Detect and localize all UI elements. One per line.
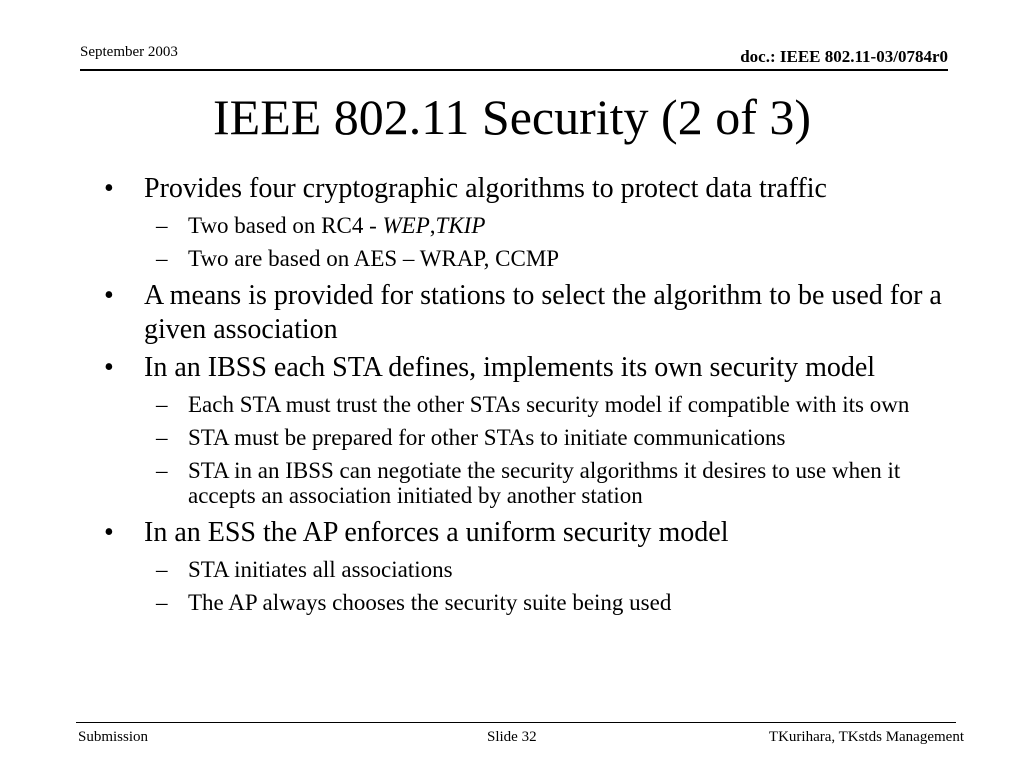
footer-slide-number: Slide 32 xyxy=(487,729,537,745)
sub-bullet-text: Each STA must trust the other STAs security model if compatible with its own xyxy=(188,392,910,417)
sub-bullet-marker: – xyxy=(156,557,168,582)
slide-title: IEEE 802.11 Security (2 of 3) xyxy=(213,89,811,145)
footer-rule xyxy=(76,722,956,723)
sub-bullet-item xyxy=(104,458,944,508)
sub-bullet-text: STA must be prepared for other STAs to initiate communications xyxy=(188,425,786,450)
sub-bullet-text: Two are based on AES – WRAP, CCMP xyxy=(188,246,560,271)
bullet-marker: • xyxy=(104,173,114,204)
slide-content xyxy=(104,172,944,623)
header-date: September 2003 xyxy=(80,44,178,60)
bullet-item xyxy=(104,279,944,347)
sub-bullet-text: The AP always chooses the security suite being used xyxy=(188,590,672,615)
sub-bullet-marker: – xyxy=(156,590,168,615)
sub-bullet-italic-tkip: TKIP xyxy=(435,213,486,238)
bullet-marker: • xyxy=(104,517,114,548)
sub-bullet-italic-wep: WEP xyxy=(382,213,430,238)
sub-bullet-item xyxy=(104,246,944,271)
sub-bullet-item xyxy=(104,557,944,582)
bullet-item xyxy=(104,516,944,550)
sub-bullet-text: STA initiates all associations xyxy=(188,557,453,582)
sub-bullet-marker: – xyxy=(156,458,168,483)
footer-submission: Submission xyxy=(78,729,149,745)
bullet-item xyxy=(104,351,944,385)
sub-bullet-item xyxy=(104,425,944,450)
sub-bullet-item xyxy=(104,213,944,238)
sub-bullet-marker: – xyxy=(156,425,168,450)
bullet-text: Provides four cryptographic algorithms to protect data traffic xyxy=(144,173,827,204)
header-rule xyxy=(80,69,948,71)
bullet-text: A means is provided for stations to select the algorithm to be used for a given association xyxy=(144,280,942,345)
bullet-text: In an ESS the AP enforces a uniform security model xyxy=(144,517,729,548)
sub-bullet-text: STA in an IBSS can negotiate the security algorithms it desires to use when it accepts an association initiated by another station xyxy=(188,458,901,508)
bullet-item xyxy=(104,172,944,206)
sub-bullet-marker: – xyxy=(156,392,168,417)
sub-bullet-marker: – xyxy=(156,246,168,271)
footer-author: TKurihara, TKstds Management xyxy=(768,729,964,745)
sub-bullet-separator: , xyxy=(429,213,436,238)
sub-bullet-text: Two based on RC4 - xyxy=(188,213,383,238)
bullet-marker: • xyxy=(104,280,114,311)
sub-bullet-item xyxy=(104,590,944,615)
header-doc-id: doc.: IEEE 802.11-03/0784r0 xyxy=(740,47,948,66)
bullet-marker: • xyxy=(104,352,114,383)
sub-bullet-item xyxy=(104,392,944,417)
sub-bullet-marker: – xyxy=(156,213,168,238)
bullet-text: In an IBSS each STA defines, implements its own security model xyxy=(144,352,876,383)
